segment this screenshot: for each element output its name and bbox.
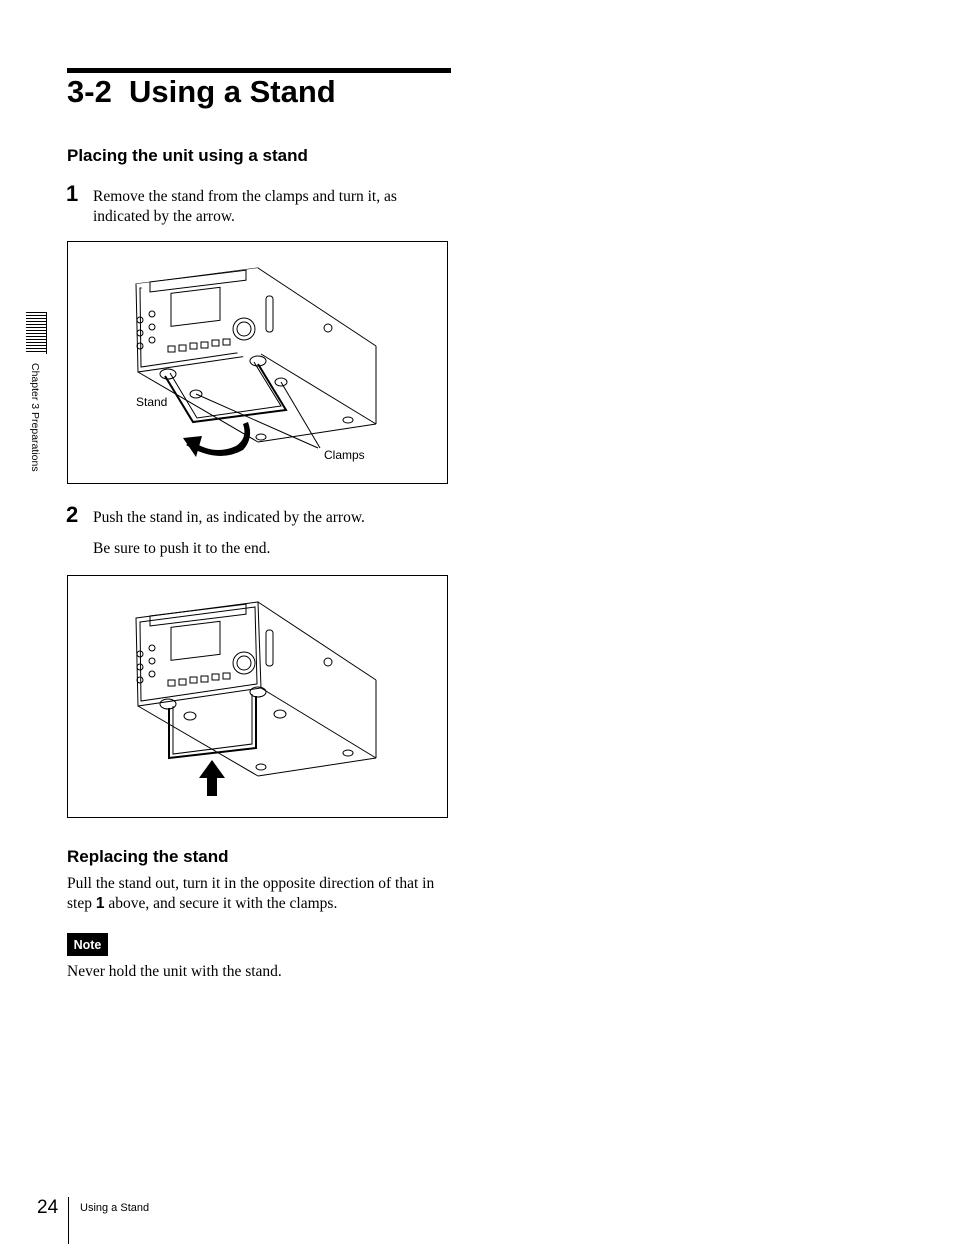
chapter-tab-rule: [46, 312, 47, 354]
illustration-unit-stand-rotate: [68, 242, 449, 485]
replacing-text-before: Pull the stand out, turn it in the opposite direction of that in step: [67, 875, 435, 912]
note-text: Never hold the unit with the stand.: [67, 963, 282, 980]
figure-stand-rotate: [67, 241, 448, 484]
footer-title: Using a Stand: [80, 1202, 150, 1214]
step-2-subtext: Be sure to push it to the end.: [93, 540, 271, 557]
chapter-label: Chapter 3 Preparations: [29, 363, 41, 472]
step-1-number: 1: [66, 181, 79, 206]
step-1-text: Remove the stand from the clamps and turn it, as indicated by the arrow.: [93, 188, 397, 225]
section-number: 3-2: [67, 74, 112, 109]
callout-clamps: Clamps: [324, 448, 365, 462]
page-title: [67, 74, 336, 110]
replacing-step-ref: 1: [95, 894, 105, 912]
step-2-text: Push the stand in, as indicated by the arrow.: [93, 509, 365, 526]
figure-stand-push: [67, 575, 448, 818]
replacing-paragraph: [67, 874, 451, 913]
section-title-text: Using a Stand: [129, 74, 336, 109]
replacing-heading: Replacing the stand: [67, 847, 229, 866]
illustration-unit-stand-push: [68, 576, 449, 819]
note-badge: Note: [67, 933, 108, 956]
page-number: 24: [37, 1197, 59, 1218]
step-2-number: 2: [66, 502, 79, 527]
replacing-text-after: above, and secure it with the clamps.: [104, 894, 338, 912]
chapter-tab-marker: [26, 312, 46, 354]
footer-rule: [68, 1197, 69, 1244]
callout-stand: Stand: [136, 395, 168, 409]
placing-heading: Placing the unit using a stand: [67, 146, 308, 165]
title-rule: [67, 68, 451, 73]
